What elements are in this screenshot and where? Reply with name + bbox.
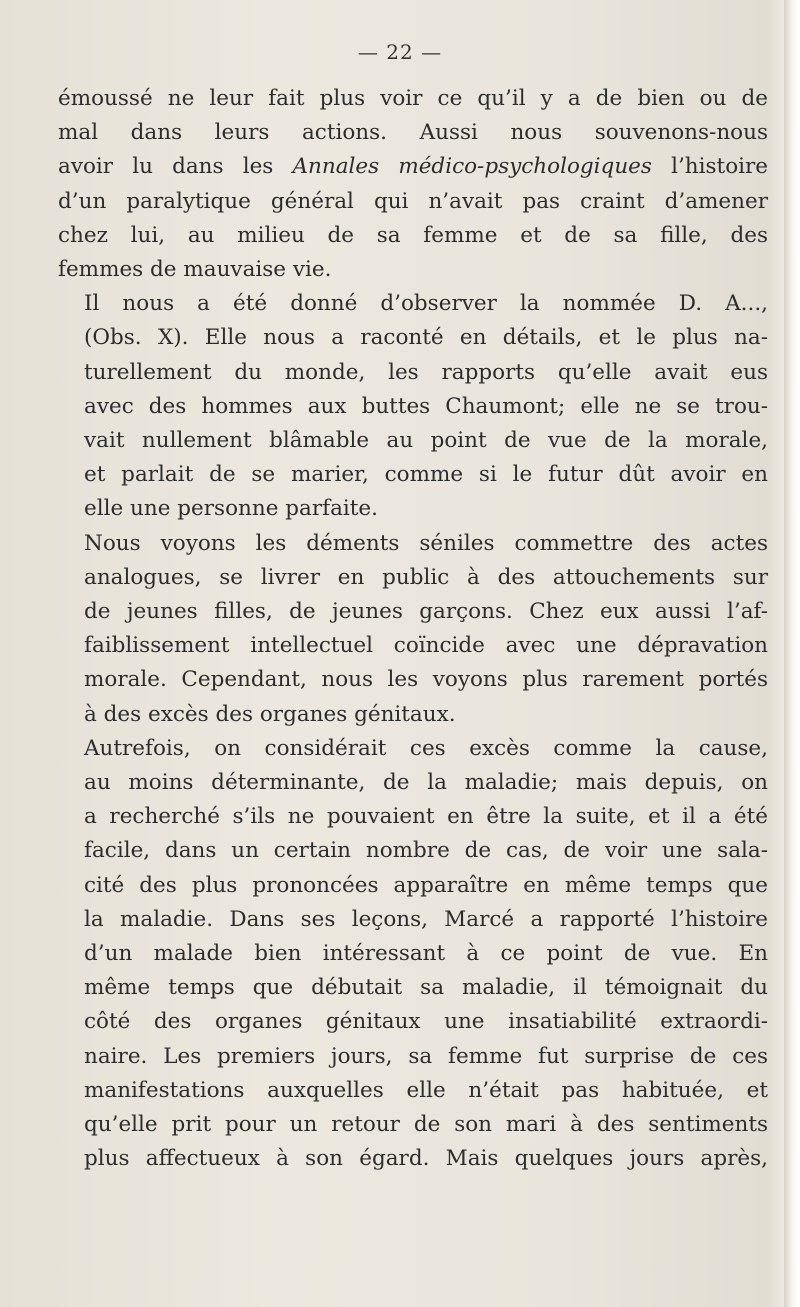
text-line: femmes de mauvaise vie.	[58, 257, 332, 283]
text-fragment: l’histoire	[651, 154, 769, 180]
body-text	[58, 82, 768, 1177]
text-line: d’un paralytique général qui n’avait pas craint d’amener	[58, 188, 768, 214]
text-line: chez lui, au milieu de sa femme et de sa fille, des	[58, 222, 768, 248]
page-number: — 22 —	[357, 40, 443, 64]
text-line: elle une personne parfaite.	[84, 496, 378, 522]
text-line: cité des plus prononcées apparaître en même temps que	[84, 872, 768, 898]
journal-title: Annales médico-psychologiques	[292, 154, 652, 180]
text-line	[58, 150, 768, 184]
text-line: manifestations auxquelles elle n’était pas habituée, et	[84, 1077, 768, 1103]
paragraph	[58, 732, 768, 1177]
text-line: turellement du monde, les rapports qu’elle avait eus	[84, 359, 768, 385]
text-line: et parlait de se marier, comme si le futur dût avoir en	[84, 462, 768, 488]
text-line: analogues, se livrer en public à des attouchements sur	[84, 564, 768, 590]
text-line: de jeunes filles, de jeunes garçons. Chez eux aussi l’af-	[84, 599, 768, 625]
text-line: au moins déterminante, de la maladie; mais depuis, on	[84, 770, 768, 796]
text-line: côté des organes génitaux une insatiabilité extraordi-	[84, 1009, 768, 1035]
text-line: morale. Cependant, nous les voyons plus rarement portés	[84, 667, 768, 693]
text-line: avec des hommes aux buttes Chaumont; elle ne se trou-	[84, 393, 768, 419]
text-line: plus affectueux à son égard. Mais quelques jours après,	[84, 1146, 768, 1172]
text-line: a recherché s’ils ne pouvaient en être la suite, et il a été	[84, 804, 768, 830]
paragraph	[58, 527, 768, 732]
text-line: Il nous a été donné d’observer la nommée D. A...,	[84, 291, 768, 317]
text-line: Autrefois, on considérait ces excès comme la cause,	[84, 735, 768, 761]
text-line: naire. Les premiers jours, sa femme fut surprise de ces	[84, 1043, 768, 1069]
page-edge	[784, 0, 800, 1307]
text-line: la maladie. Dans ses leçons, Marcé a rapporté l’histoire	[84, 906, 768, 932]
text-fragment: avoir lu dans les	[58, 154, 293, 180]
text-line: vait nullement blâmable au point de vue de la morale,	[84, 428, 768, 454]
paragraph	[58, 82, 768, 287]
text-line: même temps que débutait sa maladie, il témoignait du	[84, 975, 768, 1001]
text-line: (Obs. X). Elle nous a raconté en détails, et le plus na-	[84, 325, 768, 351]
text-line: émoussé ne leur fait plus voir ce qu’il y a de bien ou de	[58, 86, 768, 111]
paragraph	[58, 287, 768, 526]
text-line: mal dans leurs actions. Aussi nous souvenons-nous	[58, 120, 768, 146]
text-line: faiblissement intellectuel coïncide avec une dépravation	[84, 633, 768, 659]
text-line: facile, dans un certain nombre de cas, de voir une sala-	[84, 838, 768, 864]
text-line: d’un malade bien intéressant à ce point de vue. En	[84, 941, 768, 967]
text-line: Nous voyons les déments séniles commettre des actes	[84, 530, 768, 556]
text-line: qu’elle prit pour un retour de son mari à des sentiments	[84, 1112, 768, 1138]
text-line: à des excès des organes génitaux.	[84, 701, 456, 727]
